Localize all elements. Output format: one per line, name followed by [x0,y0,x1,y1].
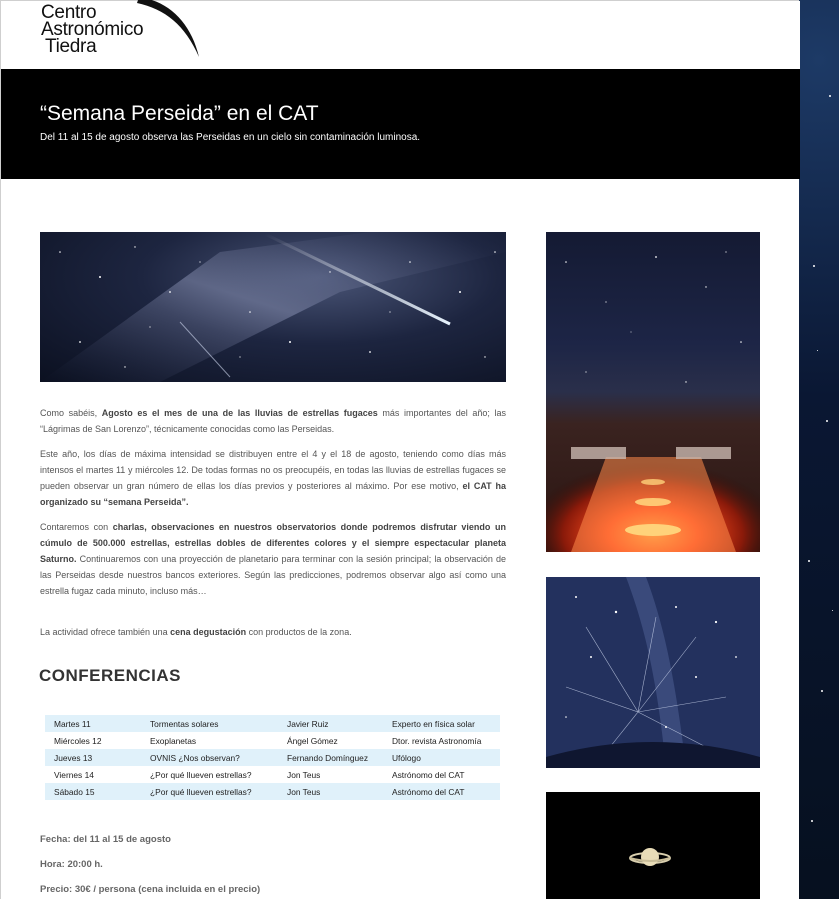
conf-topic: OVNIS ¿Nos observan? [141,749,278,766]
conf-speaker: Javier Ruiz [278,715,383,732]
conf-topic: Exoplanetas [141,732,278,749]
table-row [45,732,500,749]
page-title: “Semana Perseida” en el CAT [40,102,319,125]
conf-speaker: Jon Teus [278,783,383,800]
conf-speaker: Ángel Gómez [278,732,383,749]
meteor-shower-photo [40,232,506,382]
page-subtitle: Del 11 al 15 de agosto observa las Perseidas en un cielo sin contaminación luminosa. [40,132,421,143]
conf-day: Viernes 14 [45,766,141,783]
intro-paragraph [40,405,506,437]
conf-role: Experto en física solar [383,715,500,732]
conf-day: Miércoles 12 [45,732,141,749]
intro-text-2: más importantes del año; las “Lágrimas de San Lorenzo”, técnicamente conocidas como las Perseidas. [40,408,506,434]
dinner-bold: cena degustación [170,627,247,637]
event-time: Hora: 20:00 h. [40,859,103,870]
intro-text-1: Como sabéis, [40,408,102,418]
conf-role: Astrónomo del CAT [383,783,500,800]
dinner-paragraph [40,624,506,640]
event-date: Fecha: del 11 al 15 de agosto [40,834,171,845]
conf-role: Ufólogo [383,749,500,766]
conf-day: Sábado 15 [45,783,141,800]
conf-day: Martes 11 [45,715,141,732]
conf-role: Astrónomo del CAT [383,766,500,783]
table-row [45,783,500,800]
dinner-text-1: La actividad ofrece también una [40,627,171,637]
intro-bold: Agosto es el mes de una de las lluvias de estrellas fugaces [101,408,378,418]
conf-topic: ¿Por qué llueven estrellas? [141,783,278,800]
page-banner [1,69,800,179]
dinner-text-2: con productos de la zona. [246,627,352,637]
logo-arc-icon [129,0,209,61]
activities-bold: charlas, observaciones en nuestros observatorios donde podremos disfrutar viendo un cúmulo de 500.000 estrellas, estrellas dobles de diferentes colores y el siempre espectacular planeta Saturno. [40,522,506,564]
observatory-night-photo [546,232,760,552]
dates-text: Este año, los días de máxima intensidad se distribuyen entre el 4 y el 18 de agosto, teniendo como días más intensos el martes 11 y miércoles 12. De todas formas no os preocupéis, en todas las lluvias de estrellas fugaces se pueden observar un gran número de ellas los días previos y posteriores al máximo. Por ese motivo, [40,449,506,491]
conf-speaker: Fernando Domínguez [278,749,383,766]
event-price: Precio: 30€ / persona (cena incluida en el precio) [40,884,261,895]
conferences-table [45,715,500,800]
dates-paragraph [40,446,506,510]
dates-bold: el CAT ha organizado su “semana Perseida”. [40,481,507,507]
table-row [45,715,500,732]
conf-day: Jueves 13 [45,749,141,766]
conf-role: Dtor. revista Astronomía [383,732,500,749]
activities-text-1: Contaremos con [40,522,113,532]
star-chart-image [546,577,760,768]
activities-paragraph [40,519,506,599]
logo-line-3: Tiedra [45,36,97,57]
conf-speaker: Jon Teus [278,766,383,783]
section-title: CONFERENCIAS [39,666,182,685]
table-row [45,766,500,783]
activities-text-2: Continuaremos con una proyección de planetario para terminar con la sesión principal; la observación de las Perseidas desde nuestros bancos exteriores. Según las predicciones, podremos observar algo así como una estrella fugaz cada minuto, incluso más… [40,554,506,596]
table-row [45,749,500,766]
site-header [1,1,800,69]
logo-line-2: Astronómico [41,19,144,40]
saturn-photo [546,792,760,899]
logo-line-1: Centro [41,2,97,23]
background-starfield [799,0,839,899]
conf-topic: ¿Por qué llueven estrellas? [141,766,278,783]
conf-topic: Tormentas solares [141,715,278,732]
